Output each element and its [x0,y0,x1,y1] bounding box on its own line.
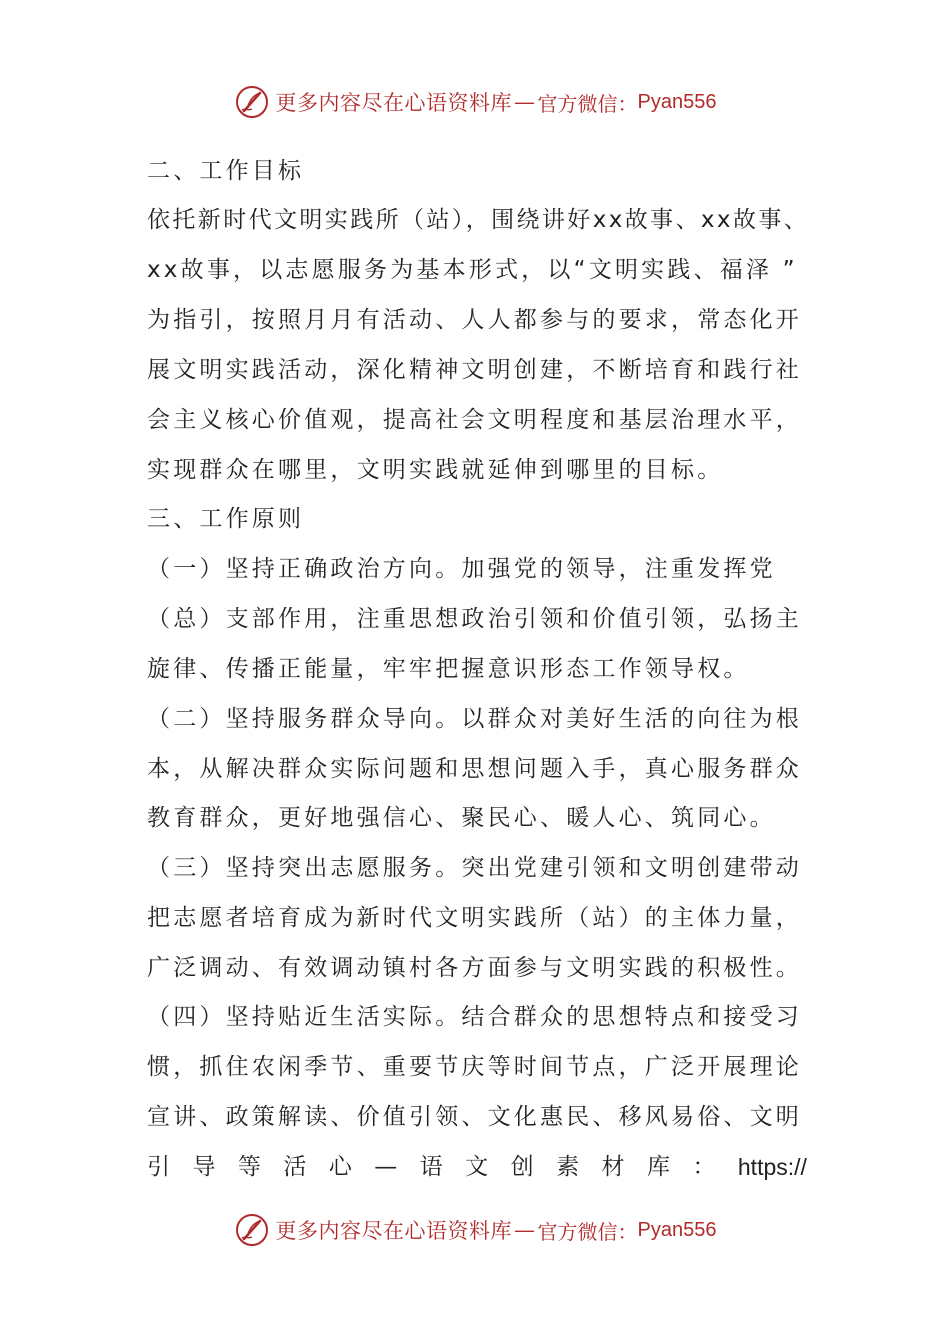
paragraph-line: （二）坚持服务群众导向。以群众对美好生活的向往为根 [147,706,802,732]
paragraph-line: 依托新时代文明实践所（站），围绕讲好xx故事、xx故事、 [147,207,810,233]
watermark-brand: 更多内容尽在心语资料库 [275,91,513,115]
last-line-char: 导 [192,1154,216,1180]
watermark-wechat-id: Pyan556 [637,1218,717,1241]
last-line-char: — [374,1154,398,1180]
quill-seal-icon [234,84,270,120]
paragraph-line: xx故事，以志愿服务为基本形式，以“文明实践、福泽 ” [147,257,798,283]
quill-seal-icon [234,1212,270,1248]
paragraph-line: （四）坚持贴近生活实际。结合群众的思想特点和接受习 [147,1004,802,1030]
paragraph-line: 把志愿者培育成为新时代文明实践所（站）的主体力量， [147,905,802,931]
last-line-char: ： [692,1154,716,1180]
paragraph-line: 展文明实践活动，深化精神文明创建，不断培育和践行社 [147,357,802,383]
paragraph-line: 会主义核心价值观，提高社会文明程度和基层治理水平， [147,407,802,433]
header-watermark [0,82,950,122]
section-heading: 二、工作目标 [147,158,305,184]
paragraph-line: （总）支部作用，注重思想政治引领和价值引领，弘扬主 [147,606,802,632]
last-line-char: 库 [646,1154,670,1180]
watermark-dash: — [514,1218,536,1242]
watermark-wechat-id: Pyan556 [637,90,717,113]
paragraph-line: 宣讲、政策解读、价值引领、文化惠民、移风易俗、文明 [147,1104,802,1130]
last-line-url[interactable]: https:// [737,1154,807,1180]
paragraph-line: （一）坚持正确政治方向。加强党的领导，注重发挥党 [147,556,776,582]
last-line-char: 创 [510,1154,534,1180]
watermark-wechat-label: 官方微信： [537,1219,638,1244]
last-line-char: 引 [147,1154,170,1180]
paragraph-line: 广泛调动、有效调动镇村各方面参与文明实践的积极性。 [147,955,802,981]
paragraph-line: （三）坚持突出志愿服务。突出党建引领和文明创建带动 [147,855,802,881]
last-line-char: 活 [283,1154,307,1180]
justified-last-line [147,1152,807,1182]
watermark-brand: 更多内容尽在心语资料库 [275,1219,513,1243]
watermark-dash: — [514,90,536,114]
paragraph-line: 为指引，按照月月有活动、人人都参与的要求，常态化开 [147,307,802,333]
footer-watermark [0,1210,950,1250]
last-line-char: 素 [556,1154,580,1180]
section-heading: 三、工作原则 [147,506,305,532]
last-line-char: 文 [465,1154,489,1180]
last-line-char: 材 [601,1154,625,1180]
last-line-char: 语 [419,1154,443,1180]
paragraph-line: 教育群众，更好地强信心、聚民心、暖人心、筑同心。 [147,805,776,831]
paragraph-line: 惯，抓住农闲季节、重要节庆等时间节点，广泛开展理论 [147,1054,802,1080]
last-line-char: 心 [328,1154,352,1180]
watermark-wechat-label: 官方微信： [537,91,638,116]
paragraph-line: 实现群众在哪里，文明实践就延伸到哪里的目标。 [147,457,724,483]
last-line-char: 等 [237,1154,261,1180]
paragraph-line: 旋律、传播正能量，牢牢把握意识形态工作领导权。 [147,656,750,682]
paragraph-line: 本，从解决群众实际问题和思想问题入手，真心服务群众 [147,756,802,782]
